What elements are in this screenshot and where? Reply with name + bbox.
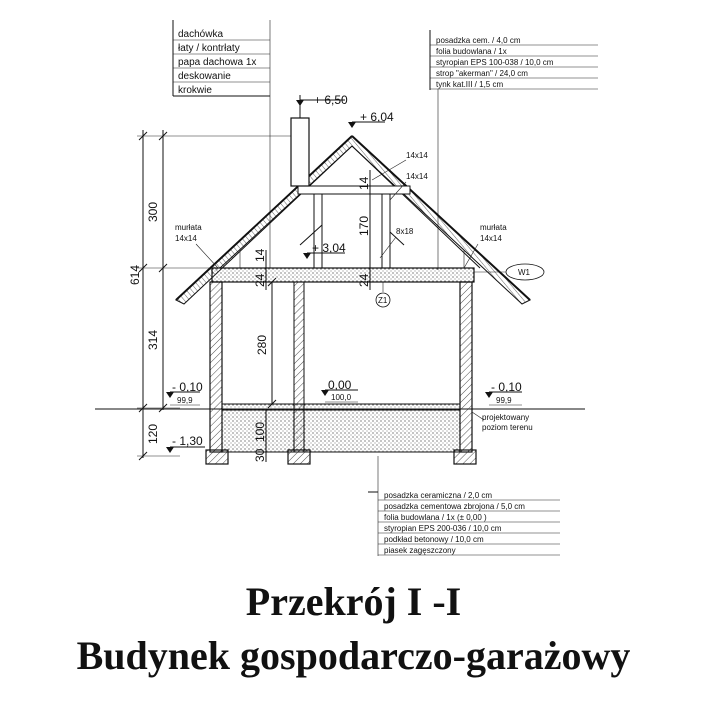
drawing-title: Przekrój I -I <box>245 579 462 624</box>
elev-chimney-top: + 6,50 <box>314 93 348 107</box>
dim-floor-thk: 100 <box>253 421 267 442</box>
elev-floor-sub: 100,0 <box>331 393 352 402</box>
floor-layer-2: posadzka cementowa zbrojona / 5,0 cm <box>384 502 525 511</box>
floor-layer-5: podkład betonowy / 10,0 cm <box>384 535 484 544</box>
member-label-2: 14x14 <box>406 172 428 181</box>
ceiling-layer-3: styropian EPS 100-038 / 10,0 cm <box>436 58 554 67</box>
floor-layer-1: posadzka ceramiczna / 2,0 cm <box>384 491 493 500</box>
ceiling-layer-1: posadzka cem. / 4,0 cm <box>436 36 521 45</box>
elev-ground-left: - 0,10 <box>172 380 203 394</box>
elev-ground-left-sub: 99,9 <box>177 396 193 405</box>
footing-right <box>454 450 476 464</box>
floor-layers-legend <box>368 456 560 556</box>
footing-left <box>206 450 228 464</box>
elev-ground-right: - 0,10 <box>491 380 522 394</box>
member-label-3: 8x18 <box>396 227 414 236</box>
member-label-1: 14x14 <box>406 151 428 160</box>
floor-layer-3: folia budowlana / 1x (± 0,00 ) <box>384 513 487 522</box>
roof-layer-3: papa dachowa 1x <box>178 57 257 68</box>
ceiling-layer-4: strop "akerman" / 24,0 cm <box>436 69 528 78</box>
dim-post: 170 <box>357 215 371 236</box>
ceiling-layer-5: tynk kat.III / 1,5 cm <box>436 80 504 89</box>
roof-layer-4: deskowanie <box>178 71 231 82</box>
elev-floor: 0,00 <box>328 378 352 392</box>
right-wall <box>460 282 472 452</box>
ground-label-2: poziom terenu <box>482 423 533 432</box>
dim-slab-left: 24 <box>253 273 267 287</box>
murlata-left-size: 14x14 <box>175 234 197 243</box>
ceiling-slab <box>212 268 474 282</box>
dim-room: 280 <box>255 334 269 355</box>
murlata-left: murłata <box>175 223 202 232</box>
dim-slab-right: 24 <box>357 273 371 287</box>
elev-foundation: - 1,30 <box>172 434 203 448</box>
floor-layer-6: piasek zagęszczony <box>384 546 456 555</box>
elev-ground-right-sub: 99,9 <box>496 396 512 405</box>
dim-base: 120 <box>146 423 160 444</box>
roof-layer-1: dachówka <box>178 29 224 40</box>
floor-layer-4: styropian EPS 200-036 / 10,0 cm <box>384 524 502 533</box>
dim-knee: 14 <box>253 248 267 262</box>
left-wall <box>210 282 222 452</box>
dim-wall: 314 <box>146 329 160 350</box>
ground-label <box>472 412 533 432</box>
ceiling-layer-2: folia budowlana / 1x <box>436 47 507 56</box>
roof-layer-5: krokwie <box>178 85 212 96</box>
w1-label: W1 <box>518 268 530 277</box>
drawing-subtitle: Budynek gospodarczo-garażowy <box>76 633 631 678</box>
murlata-right: murłata <box>480 223 507 232</box>
dim-footing: 30 <box>253 448 267 462</box>
dim-roof: 300 <box>146 201 160 222</box>
elev-ridge: + 6,04 <box>360 110 394 124</box>
murlata-right-size: 14x14 <box>480 234 502 243</box>
dim-total: 614 <box>128 264 142 285</box>
ground-label-1: projektowany <box>482 413 530 422</box>
elev-ceiling: + 3,04 <box>312 241 346 255</box>
z1-label: Z1 <box>378 296 388 305</box>
footing-center <box>288 450 310 464</box>
dim-post-top: 14 <box>357 176 371 190</box>
roof-layer-2: łaty / kontrłaty <box>178 43 240 54</box>
